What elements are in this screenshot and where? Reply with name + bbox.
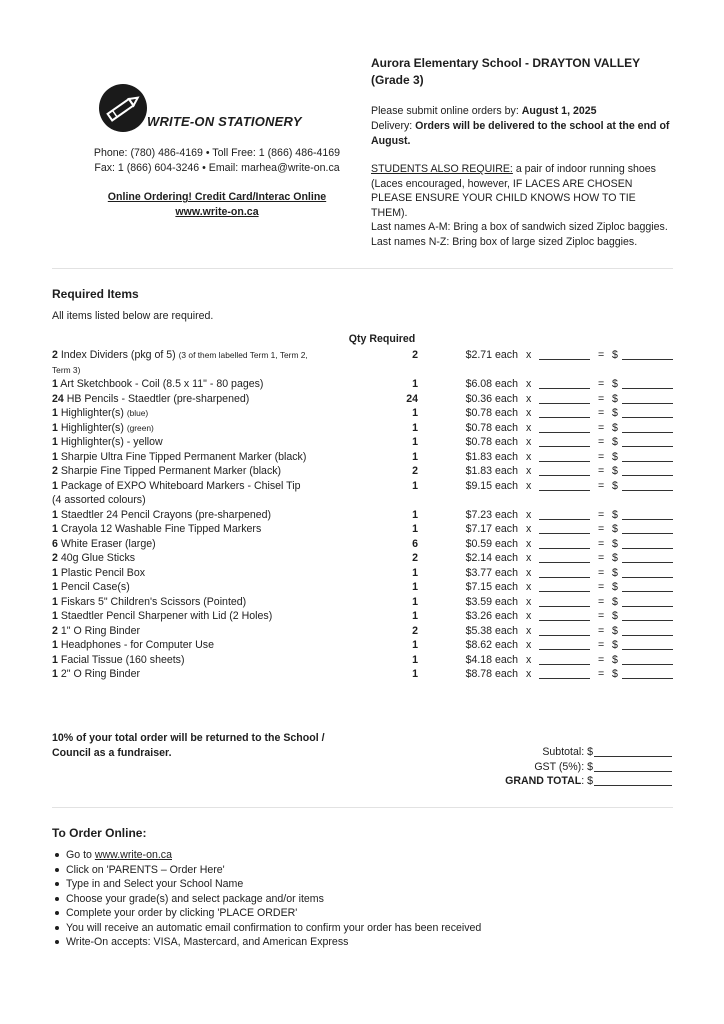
- item-row: [52, 392, 674, 407]
- grand-total-suffix: : $: [581, 775, 593, 787]
- item-count: 6: [52, 537, 58, 550]
- item-name: Staedtler 24 Pencil Crayons (pre-sharpened): [60, 508, 272, 521]
- item-price: $0.78 each: [465, 436, 518, 448]
- amount-blank[interactable]: [622, 359, 673, 360]
- item-name: Index Dividers (pkg of 5): [60, 349, 176, 361]
- item-description: [52, 450, 312, 465]
- quantity-blank[interactable]: [539, 678, 590, 679]
- times-sign: x: [526, 465, 532, 477]
- item-row: [52, 464, 674, 479]
- item-qty: 2: [412, 624, 418, 637]
- item-count: 1: [52, 639, 58, 651]
- dollar-sign: $: [612, 610, 618, 622]
- item-name: Art Sketchbook - Coil (8.5 x 11" - 80 pages): [60, 378, 264, 390]
- quantity-blank[interactable]: [539, 606, 590, 607]
- item-qty: 1: [412, 508, 418, 521]
- item-description: [52, 609, 312, 624]
- dollar-sign: $: [612, 624, 618, 637]
- item-count: 2: [52, 465, 58, 477]
- item-count: 1: [52, 595, 58, 608]
- dollar-sign: $: [612, 595, 618, 608]
- lastnames-n-z: Last names N-Z: Bring box of large sized Ziploc baggies.: [371, 235, 638, 248]
- item-description: [52, 406, 312, 421]
- amount-blank[interactable]: [622, 432, 673, 433]
- item-description: [52, 522, 312, 537]
- amount-blank[interactable]: [622, 388, 673, 389]
- item-qty: 1: [412, 479, 418, 492]
- dollar-sign: $: [612, 436, 618, 448]
- item-qty: 1: [412, 595, 418, 608]
- gst-line: [472, 761, 672, 773]
- item-name: Sharpie Fine Tipped Permanent Marker (black): [60, 465, 282, 477]
- amount-blank[interactable]: [622, 620, 673, 621]
- item-description: [52, 435, 312, 450]
- dollar-sign: $: [612, 537, 618, 550]
- item-name: Highlighter(s): [60, 407, 124, 419]
- times-sign: x: [526, 668, 532, 680]
- dollar-sign: $: [612, 479, 618, 492]
- amount-blank[interactable]: [622, 461, 673, 462]
- lastnames-a-m: Last names A-M: Bring a box of sandwich sized Ziploc baggies.: [371, 221, 668, 233]
- dollar-sign: $: [612, 407, 618, 419]
- order-step: [52, 848, 481, 863]
- divider: [52, 268, 673, 269]
- item-price: $1.83 each: [465, 450, 518, 463]
- item-row: [52, 348, 674, 377]
- equals-sign: =: [598, 566, 605, 579]
- item-name: Crayola 12 Washable Fine Tipped Markers: [60, 523, 262, 535]
- item-description: [52, 595, 312, 610]
- item-name: Highlighter(s) - yellow: [60, 436, 163, 448]
- submit-deadline: [371, 104, 671, 119]
- quantity-blank[interactable]: [539, 461, 590, 462]
- equals-sign: =: [598, 595, 605, 608]
- gst-label: GST (5%): $: [534, 761, 593, 773]
- amount-blank[interactable]: [622, 664, 673, 665]
- items-table: [52, 348, 674, 682]
- pencil-logo-icon: [99, 84, 147, 132]
- times-sign: x: [526, 581, 532, 593]
- item-row: [52, 638, 674, 653]
- times-sign: x: [526, 479, 532, 492]
- times-sign: x: [526, 552, 532, 564]
- amount-blank[interactable]: [622, 490, 673, 491]
- item-price: $1.83 each: [465, 465, 518, 477]
- times-sign: x: [526, 523, 532, 535]
- item-count: 2: [52, 349, 58, 361]
- amount-blank[interactable]: [622, 548, 673, 549]
- item-price: $6.08 each: [465, 378, 518, 390]
- item-price: $7.17 each: [465, 523, 518, 535]
- grand-total-blank[interactable]: [594, 785, 672, 786]
- item-description: [52, 421, 312, 436]
- students-text: a pair of indoor running shoes (Laces encouraged, however, IF LACES ARE CHOSEN PLEASE ENSURE YOUR CHILD KNOWS HOW TO TIE THEM).: [371, 163, 656, 219]
- item-price: $3.26 each: [465, 610, 518, 622]
- item-name: Facial Tissue (160 sheets): [60, 653, 185, 666]
- quantity-blank[interactable]: [539, 620, 590, 621]
- quantity-blank[interactable]: [539, 388, 590, 389]
- quantity-blank[interactable]: [539, 432, 590, 433]
- order-step: Click on 'PARENTS – Order Here': [52, 863, 481, 878]
- equals-sign: =: [598, 653, 605, 666]
- delivery-info: [371, 119, 671, 148]
- dollar-sign: $: [612, 668, 618, 680]
- times-sign: x: [526, 624, 532, 637]
- item-price: $8.78 each: [465, 668, 518, 680]
- times-sign: x: [526, 595, 532, 608]
- times-sign: x: [526, 653, 532, 666]
- order-step: Choose your grade(s) and select package and/or items: [52, 892, 481, 907]
- item-price: $9.15 each: [465, 479, 518, 492]
- logo-wordmark: WRITE-ON STATIONERY: [147, 114, 302, 129]
- equals-sign: =: [598, 552, 605, 564]
- grand-total-line: [472, 775, 672, 787]
- amount-blank[interactable]: [622, 446, 673, 447]
- times-sign: x: [526, 537, 532, 550]
- item-qty: 1: [412, 566, 418, 579]
- item-qty: 1: [412, 668, 418, 680]
- item-qty: 1: [412, 407, 418, 419]
- dollar-sign: $: [612, 465, 618, 477]
- item-count: 1: [52, 566, 58, 579]
- item-description: [52, 537, 312, 552]
- step-prefix: Go to: [66, 849, 95, 861]
- times-sign: x: [526, 436, 532, 448]
- delivery-text: Orders will be delivered to the school at the end of August.: [371, 120, 670, 147]
- item-name: HB Pencils - Staedtler (pre-sharpened): [66, 392, 250, 405]
- amount-blank[interactable]: [622, 649, 673, 650]
- dollar-sign: $: [612, 421, 618, 434]
- item-row: [52, 609, 674, 624]
- subtotal-label: Subtotal: $: [542, 746, 593, 758]
- order-step: Write-On accepts: VISA, Mastercard, and American Express: [52, 935, 481, 950]
- amount-blank[interactable]: [622, 519, 673, 520]
- dollar-sign: $: [612, 349, 618, 361]
- equals-sign: =: [598, 378, 605, 390]
- item-row: [52, 566, 674, 581]
- item-row: [52, 421, 674, 436]
- dollar-sign: $: [612, 566, 618, 579]
- dollar-sign: $: [612, 653, 618, 666]
- item-count: 1: [52, 421, 58, 434]
- grand-total-label: GRAND TOTAL: [505, 775, 582, 787]
- contact-phone: Phone: (780) 486-4169 • Toll Free: 1 (866) 486-4169: [93, 147, 341, 159]
- quantity-blank[interactable]: [539, 475, 590, 476]
- equals-sign: =: [598, 450, 605, 463]
- item-price: $3.77 each: [465, 566, 518, 579]
- item-qty: 2: [412, 349, 418, 361]
- quantity-blank[interactable]: [539, 635, 590, 636]
- dollar-sign: $: [612, 552, 618, 564]
- item-price: $7.23 each: [465, 508, 518, 521]
- item-count: 1: [52, 479, 58, 492]
- item-name: Package of EXPO Whiteboard Markers - Chisel Tip (4 assorted colours): [52, 479, 301, 506]
- students-label: STUDENTS ALSO REQUIRE:: [371, 163, 513, 175]
- item-qty: 1: [412, 653, 418, 666]
- item-qty: 2: [412, 552, 418, 564]
- item-name: 2" O Ring Binder: [60, 668, 140, 680]
- item-row: [52, 377, 674, 392]
- item-row: [52, 624, 674, 639]
- website-link[interactable]: www.write-on.ca: [175, 206, 259, 218]
- item-qty: 24: [406, 392, 418, 405]
- quantity-blank[interactable]: [539, 417, 590, 418]
- item-description: [52, 479, 312, 508]
- equals-sign: =: [598, 523, 605, 535]
- item-note: (blue): [126, 408, 149, 418]
- dollar-sign: $: [612, 581, 618, 593]
- equals-sign: =: [598, 639, 605, 651]
- item-qty: 1: [412, 639, 418, 651]
- item-name: Plastic Pencil Box: [60, 566, 146, 579]
- item-description: [52, 464, 312, 479]
- item-count: 2: [52, 552, 58, 564]
- item-count: 1: [52, 668, 58, 680]
- item-row: [52, 595, 674, 610]
- equals-sign: =: [598, 508, 605, 521]
- item-name: White Eraser (large): [60, 537, 156, 550]
- amount-blank[interactable]: [622, 417, 673, 418]
- item-price: $0.36 each: [465, 392, 518, 405]
- amount-blank[interactable]: [622, 591, 673, 592]
- times-sign: x: [526, 392, 532, 405]
- quantity-blank[interactable]: [539, 519, 590, 520]
- dollar-sign: $: [612, 508, 618, 521]
- submit-date: August 1, 2025: [521, 105, 597, 117]
- item-name: Sharpie Ultra Fine Tipped Permanent Marker (black): [60, 450, 307, 463]
- equals-sign: =: [598, 436, 605, 448]
- order-step: Complete your order by clicking 'PLACE ORDER': [52, 906, 481, 921]
- online-ordering-link[interactable]: Online Ordering! Credit Card/Interac Online: [107, 191, 327, 203]
- item-qty: 1: [412, 436, 418, 448]
- equals-sign: =: [598, 407, 605, 419]
- item-row: [52, 653, 674, 668]
- item-qty: 2: [412, 465, 418, 477]
- item-name: Pencil Case(s): [60, 581, 130, 593]
- order-steps-list: [52, 848, 481, 950]
- item-qty: 1: [412, 421, 418, 434]
- equals-sign: =: [598, 465, 605, 477]
- item-count: 1: [52, 581, 58, 593]
- subtotal-line: [472, 746, 672, 758]
- equals-sign: =: [598, 610, 605, 622]
- gst-blank[interactable]: [594, 771, 672, 772]
- item-count: 24: [52, 392, 64, 405]
- item-name: Highlighter(s): [60, 421, 124, 434]
- item-count: 1: [52, 508, 58, 521]
- item-qty: 1: [412, 581, 418, 593]
- quantity-blank[interactable]: [539, 577, 590, 578]
- item-count: 1: [52, 523, 58, 535]
- item-description: [52, 624, 312, 639]
- times-sign: x: [526, 450, 532, 463]
- item-description: [52, 566, 312, 581]
- item-row: [52, 450, 674, 465]
- item-price: $0.78 each: [465, 407, 518, 419]
- equals-sign: =: [598, 479, 605, 492]
- item-description: [52, 348, 312, 377]
- submit-label: Please submit online orders by:: [371, 105, 522, 117]
- quantity-blank[interactable]: [539, 591, 590, 592]
- order-online-heading: To Order Online:: [52, 826, 147, 840]
- required-items-note: All items listed below are required.: [52, 310, 214, 322]
- item-count: 1: [52, 436, 58, 448]
- quantity-blank[interactable]: [539, 446, 590, 447]
- amount-blank[interactable]: [622, 533, 673, 534]
- order-step: Type in and Select your School Name: [52, 877, 481, 892]
- equals-sign: =: [598, 421, 605, 434]
- item-qty: 1: [412, 450, 418, 463]
- company-logo: [99, 84, 309, 136]
- students-also-require: [371, 162, 671, 249]
- contact-fax-email: Fax: 1 (866) 604-3246 • Email: marhea@write-on.ca: [94, 162, 340, 174]
- dollar-sign: $: [612, 639, 618, 651]
- item-description: [52, 580, 312, 595]
- item-name: Headphones - for Computer Use: [60, 639, 214, 651]
- item-name: Fiskars 5" Children's Scissors (Pointed): [60, 595, 247, 608]
- item-description: [52, 377, 312, 392]
- equals-sign: =: [598, 581, 605, 593]
- quantity-blank[interactable]: [539, 562, 590, 563]
- item-count: 1: [52, 450, 58, 463]
- qty-required-header: Qty Required: [348, 333, 416, 345]
- item-price: $4.18 each: [465, 653, 518, 666]
- divider: [52, 807, 673, 808]
- item-count: 1: [52, 378, 58, 390]
- item-price: $2.14 each: [465, 552, 518, 564]
- item-description: [52, 638, 312, 653]
- item-row: [52, 551, 674, 566]
- equals-sign: =: [598, 624, 605, 637]
- item-description: [52, 551, 312, 566]
- times-sign: x: [526, 639, 532, 651]
- item-row: [52, 479, 674, 508]
- item-name: 40g Glue Sticks: [60, 552, 136, 564]
- times-sign: x: [526, 378, 532, 390]
- times-sign: x: [526, 610, 532, 622]
- item-row: [52, 522, 674, 537]
- subtotal-blank[interactable]: [594, 756, 672, 757]
- item-price: $0.59 each: [465, 537, 518, 550]
- item-count: 1: [52, 610, 58, 622]
- amount-blank[interactable]: [622, 606, 673, 607]
- equals-sign: =: [598, 349, 605, 361]
- order-step: You will receive an automatic email confirmation to confirm your order has been received: [52, 921, 481, 936]
- item-qty: 1: [412, 523, 418, 535]
- amount-blank[interactable]: [622, 678, 673, 679]
- item-description: [52, 653, 312, 668]
- quantity-blank[interactable]: [539, 649, 590, 650]
- equals-sign: =: [598, 668, 605, 680]
- times-sign: x: [526, 508, 532, 521]
- item-price: $7.15 each: [465, 581, 518, 593]
- equals-sign: =: [598, 392, 605, 405]
- item-name: Staedtler Pencil Sharpener with Lid (2 Holes): [60, 610, 273, 622]
- item-price: $8.62 each: [465, 639, 518, 651]
- amount-blank[interactable]: [622, 475, 673, 476]
- item-name: 1" O Ring Binder: [60, 624, 140, 637]
- item-price: $3.59 each: [465, 595, 518, 608]
- item-row: [52, 667, 674, 682]
- item-description: [52, 508, 312, 523]
- item-price: $2.71 each: [465, 349, 518, 361]
- required-items-heading: Required Items: [52, 287, 139, 301]
- item-count: 1: [52, 653, 58, 666]
- fundraiser-note: 10% of your total order will be returned to the School / Council as a fundraiser.: [52, 732, 325, 759]
- item-row: [52, 435, 674, 450]
- item-row: [52, 508, 674, 523]
- item-note: (green): [126, 422, 154, 433]
- school-title: Aurora Elementary School - DRAYTON VALLEY (Grade 3): [371, 56, 640, 87]
- item-qty: 6: [412, 537, 418, 550]
- quantity-blank[interactable]: [539, 403, 590, 404]
- delivery-label: Delivery:: [371, 120, 416, 132]
- amount-blank[interactable]: [622, 403, 673, 404]
- item-price: $0.78 each: [465, 421, 518, 434]
- quantity-blank[interactable]: [539, 359, 590, 360]
- item-count: 2: [52, 624, 58, 637]
- item-count: 1: [52, 407, 58, 419]
- website-link[interactable]: www.write-on.ca: [94, 849, 172, 861]
- equals-sign: =: [598, 537, 605, 550]
- item-row: [52, 537, 674, 552]
- item-price: $5.38 each: [465, 624, 518, 637]
- item-note: (3 of them labelled Term 1, Term 2, Term 3): [52, 350, 308, 375]
- item-row: [52, 406, 674, 421]
- item-qty: 1: [412, 378, 418, 390]
- dollar-sign: $: [612, 392, 618, 405]
- item-qty: 1: [412, 610, 418, 622]
- quantity-blank[interactable]: [539, 548, 590, 549]
- dollar-sign: $: [612, 450, 618, 463]
- dollar-sign: $: [612, 378, 618, 390]
- item-description: [52, 392, 312, 407]
- amount-blank[interactable]: [622, 635, 673, 636]
- times-sign: x: [526, 407, 532, 419]
- dollar-sign: $: [612, 523, 618, 535]
- amount-blank[interactable]: [622, 577, 673, 578]
- times-sign: x: [526, 566, 532, 579]
- quantity-blank[interactable]: [539, 533, 590, 534]
- item-description: [52, 667, 312, 682]
- item-row: [52, 580, 674, 595]
- quantity-blank[interactable]: [539, 664, 590, 665]
- amount-blank[interactable]: [622, 562, 673, 563]
- times-sign: x: [526, 421, 532, 434]
- quantity-blank[interactable]: [539, 490, 590, 491]
- times-sign: x: [526, 349, 532, 361]
